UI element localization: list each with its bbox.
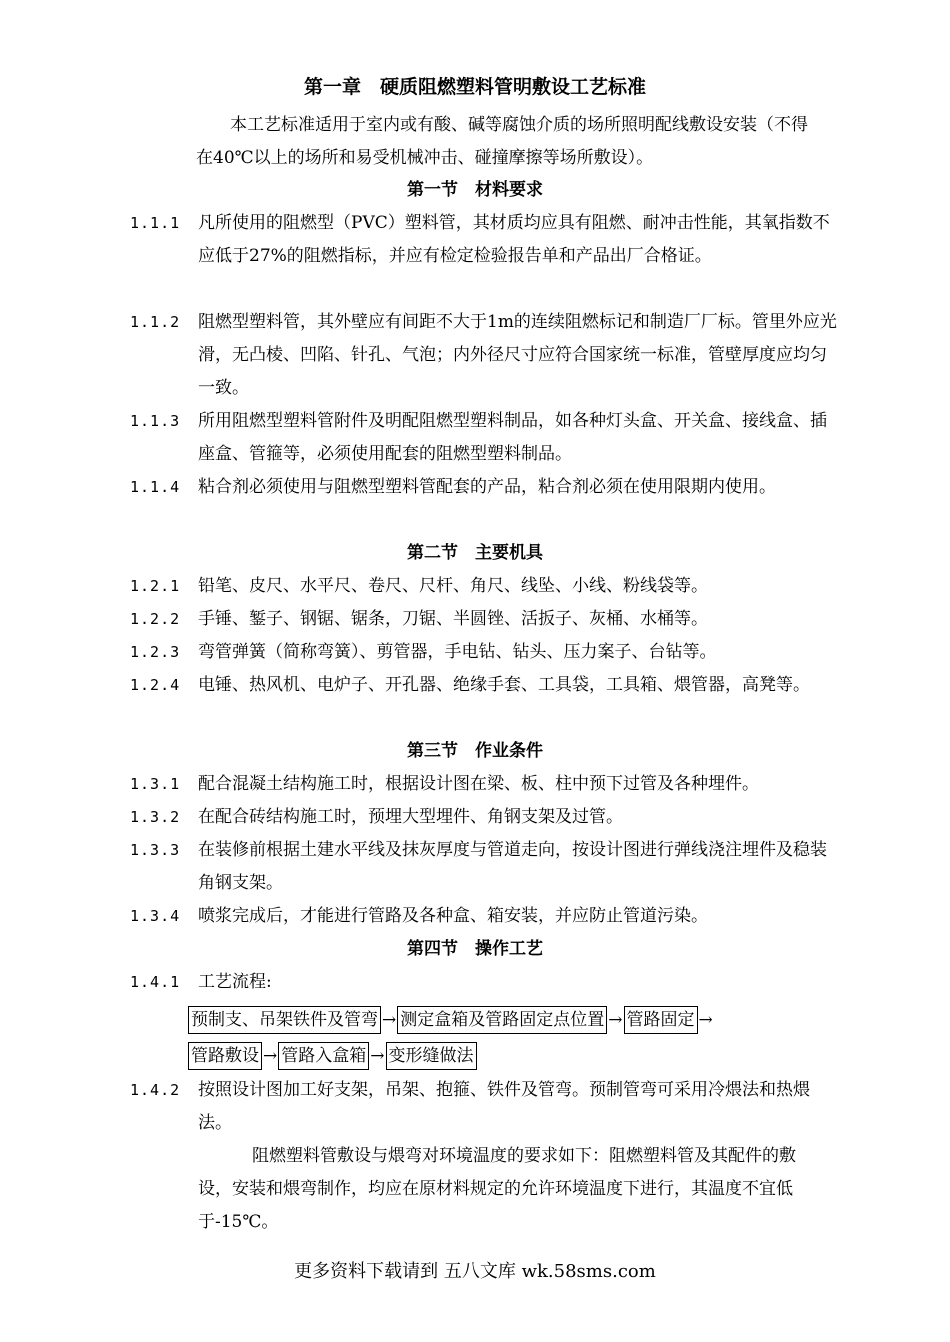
- process-flow-row-2: [188, 1042, 477, 1070]
- flow-step: 管路固定: [624, 1006, 698, 1034]
- arrow-right-icon: →: [698, 1010, 713, 1030]
- flow-step: 变形缝做法: [386, 1042, 477, 1070]
- item-text: 配合混凝土结构施工时，根据设计图在梁、板、柱中预下过管及各种埋件。: [198, 774, 759, 794]
- item-text: 在装修前根据土建水平线及抹灰厚度与管道走向，按设计图进行弹线浇注埋件及稳装角钢支架。: [198, 840, 827, 893]
- item-number: 1.2.4: [130, 676, 181, 694]
- section-heading-materials: 第一节 材料要求: [407, 180, 543, 200]
- item-number: 1.4.2: [130, 1081, 181, 1099]
- item-text: 凡所使用的阻燃型（PVC）塑料管，其材质均应具有阻燃、耐冲击性能，其氧指数不应低于27%的阻燃指标，并应有检定检验报告单和产品出厂合格证。: [198, 213, 830, 266]
- item-text: 所用阻燃型塑料管附件及明配阻燃型塑料制品，如各种灯头盒、开关盒、接线盒、插座盒、管箍等，必须使用配套的阻燃型塑料制品。: [198, 411, 827, 464]
- item-number: 1.3.1: [130, 775, 181, 793]
- section-heading-conditions: 第三节 作业条件: [407, 741, 543, 761]
- footer-link-text[interactable]: 更多资料下载请到 五八文库 wk.58sms.com: [294, 1261, 656, 1282]
- arrow-right-icon: →: [263, 1046, 278, 1066]
- item-text: 粘合剂必须使用与阻燃型塑料管配套的产品，粘合剂必须在使用限期内使用。: [198, 477, 776, 497]
- item-number: 1.2.1: [130, 577, 181, 595]
- item-number: 1.3.4: [130, 907, 181, 925]
- item-text: 电锤、热风机、电炉子、开孔器、绝缘手套、工具袋，工具箱、煨管器，高凳等。: [198, 675, 810, 695]
- item-number: 1.1.3: [130, 412, 181, 430]
- flow-step: 测定盒箱及管路固定点位置: [397, 1006, 607, 1034]
- item-number: 1.4.1: [130, 973, 181, 991]
- flow-step: 预制支、吊架铁件及管弯: [188, 1006, 381, 1034]
- item-number: 1.1.2: [130, 313, 181, 331]
- flow-step: 管路敷设: [188, 1042, 262, 1070]
- section-heading-process: 第四节 操作工艺: [407, 939, 543, 959]
- arrow-right-icon: →: [370, 1046, 385, 1066]
- intro-paragraph: 本工艺标准适用于室内或有酸、碱等腐蚀介质的场所照明配线敷设安装（不得在40℃以上的场所和易受机械冲击、碰撞摩擦等场所敷设）。: [196, 115, 808, 168]
- process-flow-row-1: [188, 1006, 714, 1034]
- item-text: 阻燃型塑料管，其外壁应有间距不大于1m的连续阻燃标记和制造厂厂标。管里外应光滑，无凸棱、凹陷、针孔、气泡；内外径尺寸应符合国家统一标准，管壁厚度应均匀一致。: [198, 312, 837, 398]
- arrow-right-icon: →: [382, 1010, 397, 1030]
- item-text: 铅笔、皮尺、水平尺、卷尺、尺杆、角尺、线坠、小线、粉线袋等。: [198, 576, 708, 596]
- item-text: 喷浆完成后，才能进行管路及各种盒、箱安装，并应防止管道污染。: [198, 906, 708, 926]
- arrow-right-icon: →: [608, 1010, 623, 1030]
- item-number: 1.3.2: [130, 808, 181, 826]
- item-number: 1.2.2: [130, 610, 181, 628]
- item-text: 手锤、錾子、钢锯、锯条，刀锯、半圆锉、活扳子、灰桶、水桶等。: [198, 609, 708, 629]
- item-number: 1.1.4: [130, 478, 181, 496]
- temperature-note: 阻燃塑料管敷设与煨弯对环境温度的要求如下：阻燃塑料管及其配件的敷设，安装和煨弯制作，均应在原材料规定的允许环境温度下进行，其温度不宜低于-15℃。: [198, 1146, 796, 1232]
- item-text: 在配合砖结构施工时，预埋大型埋件、角钢支架及过管。: [198, 807, 623, 827]
- item-text: 弯管弹簧（简称弯簧）、剪管器，手电钻、钻头、压力案子、台钻等。: [198, 642, 717, 662]
- section-heading-tools: 第二节 主要机具: [407, 543, 543, 563]
- item-text: 按照设计图加工好支架，吊架、抱箍、铁件及管弯。预制管弯可采用冷煨法和热煨法。: [198, 1080, 810, 1133]
- item-number: 1.2.3: [130, 643, 181, 661]
- item-number: 1.3.3: [130, 841, 181, 859]
- item-text: 工艺流程:: [198, 972, 272, 992]
- chapter-title: 第一章 硬质阻燃塑料管明敷设工艺标准: [303, 76, 646, 98]
- flow-step: 管路入盒箱: [278, 1042, 369, 1070]
- item-number: 1.1.1: [130, 214, 181, 232]
